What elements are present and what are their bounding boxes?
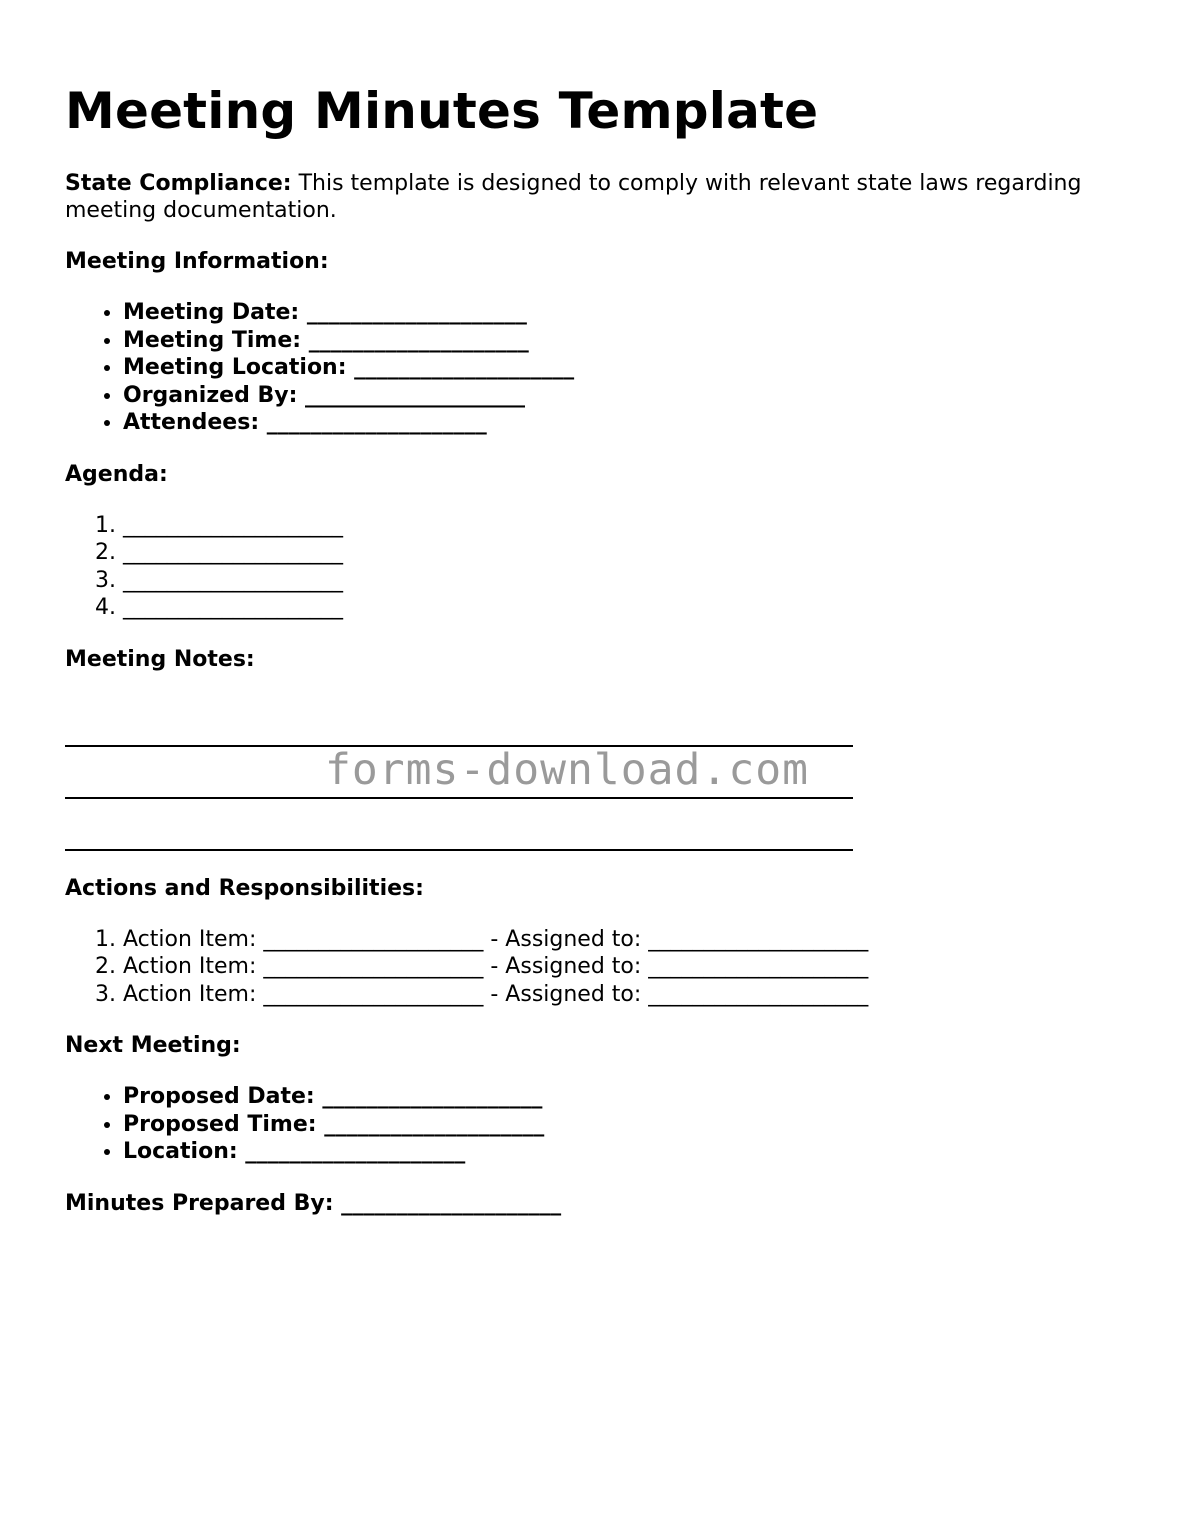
action-item: 2. Action Item: ____________________ - Assigned to: ____________________: [123, 953, 1125, 981]
prepared-by-field: Minutes Prepared By: ____________________: [65, 1190, 562, 1216]
actions-heading: Actions and Responsibilities:: [65, 875, 424, 901]
action-item: 1. Action Item: ____________________ - Assigned to: ____________________: [123, 926, 1125, 954]
attendees-field: • Attendees: ____________________: [123, 409, 1125, 437]
compliance-text: This template is designed to comply with relevant state laws regarding meeting documentation.: [65, 171, 1082, 223]
notes-line: [65, 799, 853, 851]
meeting-time-field: • Meeting Time: ____________________: [123, 327, 1125, 355]
meeting-date-field: • Meeting Date: ____________________: [123, 299, 1125, 327]
agenda-item: 3. ____________________: [123, 567, 1125, 595]
next-meeting-list: [65, 1083, 1125, 1166]
action-item: 3. Action Item: ____________________ - Assigned to: ____________________: [123, 981, 1125, 1009]
page-title: Meeting Minutes Template: [65, 82, 819, 140]
meeting-info-list: [65, 299, 1125, 437]
document-page: [65, 78, 1125, 1217]
watermark: forms-download.com: [325, 745, 809, 795]
meeting-info-heading: Meeting Information:: [65, 249, 329, 274]
organized-by-field: • Organized By: ____________________: [123, 382, 1125, 410]
meeting-notes-heading: Meeting Notes:: [65, 646, 255, 672]
agenda-heading: Agenda:: [65, 461, 168, 487]
actions-list: [65, 926, 1125, 1009]
meeting-location-field: • Meeting Location: ____________________: [123, 354, 1125, 382]
notes-line: [65, 695, 853, 747]
agenda-item: 2. ____________________: [123, 539, 1125, 567]
next-location-field: • Location: ____________________: [123, 1138, 1125, 1166]
agenda-item: 4. ____________________: [123, 594, 1125, 622]
proposed-time-field: • Proposed Time: ____________________: [123, 1111, 1125, 1139]
compliance-label: State Compliance:: [65, 171, 292, 196]
compliance-paragraph: [65, 170, 1125, 224]
agenda-list: [65, 512, 1125, 622]
next-meeting-heading: Next Meeting:: [65, 1033, 241, 1058]
proposed-date-field: • Proposed Date: ____________________: [123, 1083, 1125, 1111]
agenda-item: 1. ____________________: [123, 512, 1125, 540]
